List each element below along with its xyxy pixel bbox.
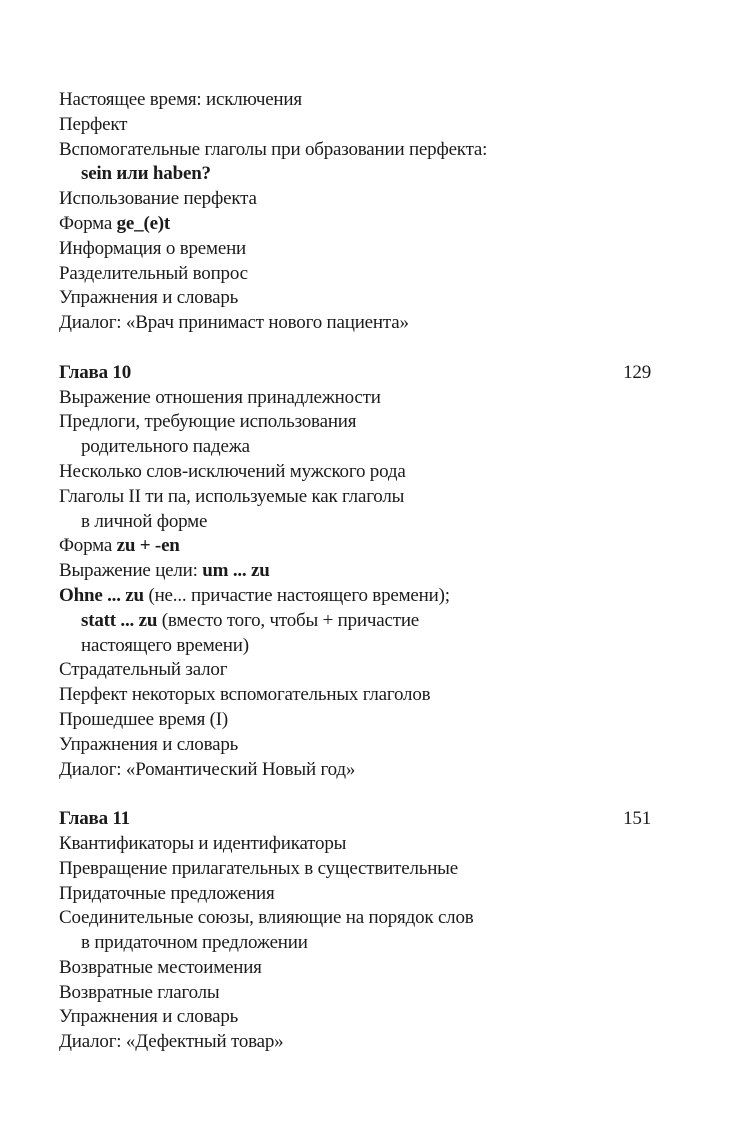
toc-entry-text: Форма [59, 535, 117, 557]
chapter-page-number: 151 [623, 808, 651, 830]
toc-entry: в придаточном предложении [81, 932, 308, 954]
toc-entry-german: ge_(e)t [116, 212, 171, 234]
toc-entry: Глаголы II ти па, используемые как глаголы [59, 485, 405, 507]
toc-entry [59, 534, 659, 559]
toc-entry [59, 162, 659, 187]
toc-entry: Упражнения и словарь [59, 1006, 239, 1028]
toc-entry-text: Форма [59, 212, 117, 234]
toc-entry: настоящего времени) [81, 634, 249, 656]
toc-entry: Упражнения и словарь [59, 287, 239, 309]
toc-entry-german: um ... zu [202, 560, 270, 582]
toc-entry: Разделительный вопрос [59, 262, 248, 284]
chapter-heading-10 [59, 361, 659, 386]
section-gap [59, 782, 659, 807]
toc-entry: Перфект [59, 113, 128, 135]
section-gap [59, 336, 659, 361]
toc-entry: Возвратные местоимения [59, 956, 262, 978]
chapter-heading-11 [59, 807, 659, 832]
toc-entry-german: zu + -en [116, 535, 180, 557]
toc-entry: Настоящее время: исключения [59, 89, 302, 110]
chapter-title: Глава 10 [59, 361, 132, 383]
table-of-contents [59, 88, 659, 1055]
toc-entry: Соединительные союзы, влияющие на порядок слов [59, 907, 474, 929]
toc-entry: Информация о времени [59, 237, 247, 259]
toc-entry: Страдательный залог [59, 659, 228, 681]
toc-entry [59, 609, 659, 634]
toc-entry: Несколько слов-исключений мужского рода [59, 460, 406, 482]
toc-entry [59, 584, 659, 609]
toc-entry: Превращение прилагательных в существительные [59, 857, 458, 879]
chapter-page-number: 129 [623, 361, 651, 383]
toc-entry-german: statt ... zu [81, 609, 158, 631]
toc-entry-german: Ohne ... zu [59, 584, 144, 606]
toc-entry [59, 212, 659, 237]
toc-entry: Придаточные предложения [59, 882, 275, 904]
toc-entry-text: Выражение цели: [59, 560, 203, 582]
toc-entry-text: (вместо того, чтобы + причастие [157, 609, 420, 631]
toc-entry: Использование перфекта [59, 188, 257, 210]
toc-entry: Перфект некоторых вспомогательных глаголов [59, 684, 431, 706]
toc-entry: Квантификаторы и идентификаторы [59, 832, 347, 854]
toc-entry: Вспомогательные глаголы при образовании перфекта: [59, 138, 488, 160]
toc-entry [59, 559, 659, 584]
toc-entry: Прошедшее время (I) [59, 708, 229, 730]
toc-entry: Предлоги, требующие использования [59, 411, 357, 433]
toc-entry: Возвратные глаголы [59, 981, 220, 1003]
toc-entry: Выражение отношения принадлежности [59, 386, 381, 408]
toc-entry: родительного падежа [81, 436, 250, 458]
toc-entry: Диалог: «Дефектный товар» [59, 1031, 284, 1053]
toc-entry: Диалог: «Романтический Новый год» [59, 758, 356, 780]
toc-entry-text: (не... причастие настоящего времени); [143, 584, 450, 606]
chapter-title: Глава 11 [59, 808, 130, 830]
toc-entry: в личной форме [81, 510, 208, 532]
toc-entry: Диалог: «Врач принимаст нового пациента» [59, 312, 409, 334]
toc-entry: Упражнения и словарь [59, 733, 239, 755]
toc-entry-german: sein или haben? [81, 163, 211, 185]
